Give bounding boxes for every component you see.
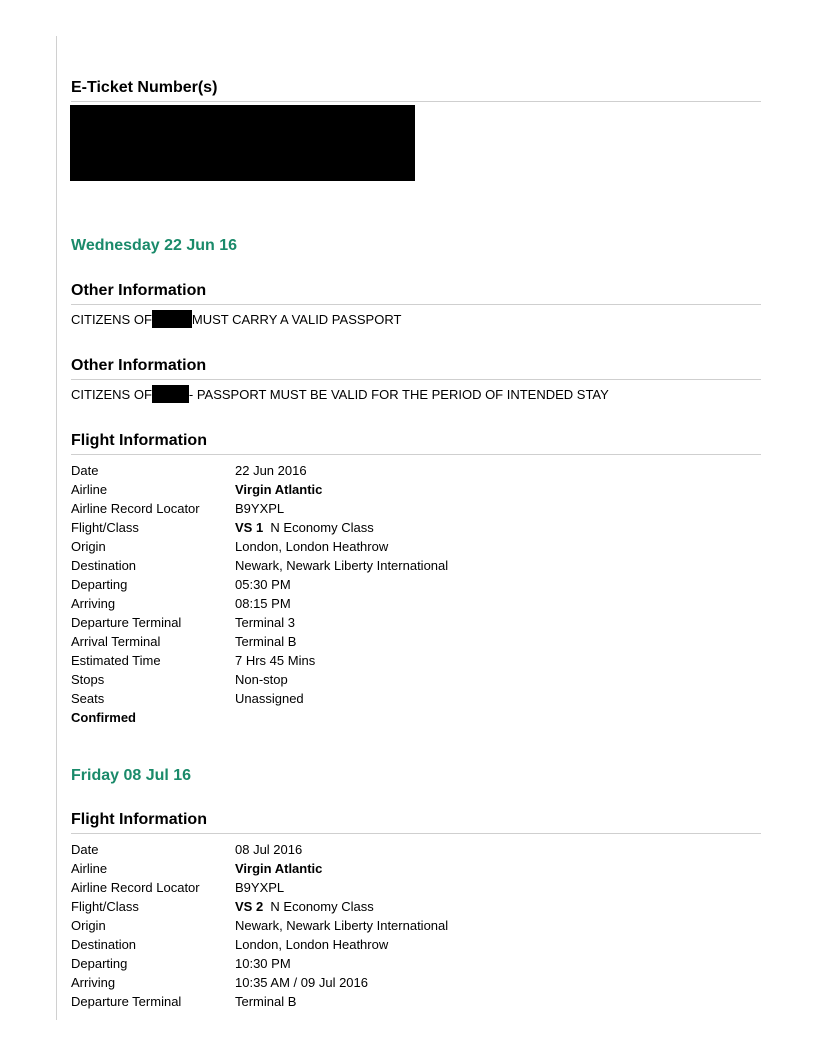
flight-row-value: Terminal 3 [235, 615, 295, 630]
day1-flight-table [71, 461, 449, 727]
flight-class: N Economy Class [270, 899, 374, 914]
flight-row-label: Destination [71, 937, 137, 952]
flight-row [71, 499, 285, 518]
flight-row-value: London, London Heathrow [235, 539, 389, 554]
flight-row-value: 7 Hrs 45 Mins [235, 653, 316, 668]
flight-row-label: Airline [71, 482, 108, 497]
flight-row-label: Airline Record Locator [71, 501, 200, 516]
other-info-1-prefix: CITIZENS OF [71, 312, 152, 327]
booking-status: Confirmed [71, 710, 136, 725]
eticket-redaction [70, 105, 415, 181]
flight-row-value: 22 Jun 2016 [235, 463, 307, 478]
flight-row-label: Origin [71, 918, 106, 933]
flight-row-value [235, 897, 374, 916]
flight-row [71, 613, 295, 632]
country-redaction [152, 310, 192, 328]
eticket-heading: E-Ticket Number(s) [71, 78, 761, 102]
flight-row-label: Origin [71, 539, 106, 554]
flight-row-value: 08:15 PM [235, 596, 291, 611]
flight-row-value: Newark, Newark Liberty International [235, 558, 449, 573]
flight-class: N Economy Class [270, 520, 374, 535]
flight-row-label: Departing [71, 577, 128, 592]
day1-other-info-1-heading: Other Information [71, 281, 761, 305]
flight-row-value: Non-stop [235, 672, 288, 687]
flight-row [71, 670, 288, 689]
flight-row [71, 689, 304, 708]
flight-row [71, 537, 389, 556]
flight-row-label: Arriving [71, 975, 116, 990]
day1-heading: Wednesday 22 Jun 16 [71, 237, 237, 254]
flight-row [71, 556, 449, 575]
flight-row-value [235, 518, 374, 537]
flight-number: VS 2 [235, 899, 264, 914]
other-info-2-prefix: CITIZENS OF [71, 387, 152, 402]
flight-row [71, 480, 323, 499]
flight-row-value: Newark, Newark Liberty International [235, 918, 449, 933]
flight-row-value: London, London Heathrow [235, 937, 389, 952]
flight-row-label: Arrival Terminal [71, 634, 161, 649]
flight-row-label: Estimated Time [71, 653, 161, 668]
flight-row-label: Date [71, 463, 99, 478]
flight-row [71, 518, 374, 537]
flight-row-label: Stops [71, 672, 105, 687]
flight-row-value: 05:30 PM [235, 577, 291, 592]
day1-other-info-1-text [71, 312, 401, 328]
day1-other-info-2-heading: Other Information [71, 356, 761, 380]
other-info-1-suffix: MUST CARRY A VALID PASSPORT [191, 312, 402, 327]
flight-row-value: Unassigned [235, 691, 304, 706]
day1-flight-heading: Flight Information [71, 431, 761, 455]
flight-row-value: 10:35 AM / 09 Jul 2016 [235, 975, 368, 990]
flight-row-label: Departure Terminal [71, 994, 182, 1009]
flight-row-value: 10:30 PM [235, 956, 291, 971]
country-redaction [152, 385, 189, 403]
flight-row-label: Departure Terminal [71, 615, 182, 630]
flight-row-label: Airline Record Locator [71, 880, 200, 895]
flight-row [71, 575, 291, 594]
flight-row [71, 632, 297, 651]
flight-row [71, 461, 307, 480]
flight-row [71, 651, 316, 670]
flight-row-value: Terminal B [235, 994, 297, 1009]
flight-row-value: Terminal B [235, 634, 297, 649]
flight-row-value: 08 Jul 2016 [235, 842, 303, 857]
flight-row-value: Virgin Atlantic [235, 861, 323, 876]
other-info-2-suffix: - PASSPORT MUST BE VALID FOR THE PERIOD OF INTENDED STAY [188, 387, 609, 402]
flight-row-label: Date [71, 842, 99, 857]
flight-row-label: Departing [71, 956, 128, 971]
flight-row-label: Flight/Class [71, 520, 139, 535]
day2-heading: Friday 08 Jul 16 [71, 767, 192, 784]
day1-other-info-2-text [71, 387, 609, 403]
page-margin-rule [56, 36, 57, 1020]
flight-row-value: B9YXPL [235, 880, 285, 895]
flight-number: VS 1 [235, 520, 264, 535]
flight-row-label: Seats [71, 691, 105, 706]
flight-row [71, 594, 291, 613]
flight-row-label: Airline [71, 861, 108, 876]
flight-row-value: Virgin Atlantic [235, 482, 323, 497]
flight-row-label: Arriving [71, 596, 116, 611]
flight-row-label: Destination [71, 558, 137, 573]
flight-row-label: Flight/Class [71, 899, 139, 914]
day2-flight-heading: Flight Information [71, 810, 761, 834]
flight-row-value: B9YXPL [235, 501, 285, 516]
